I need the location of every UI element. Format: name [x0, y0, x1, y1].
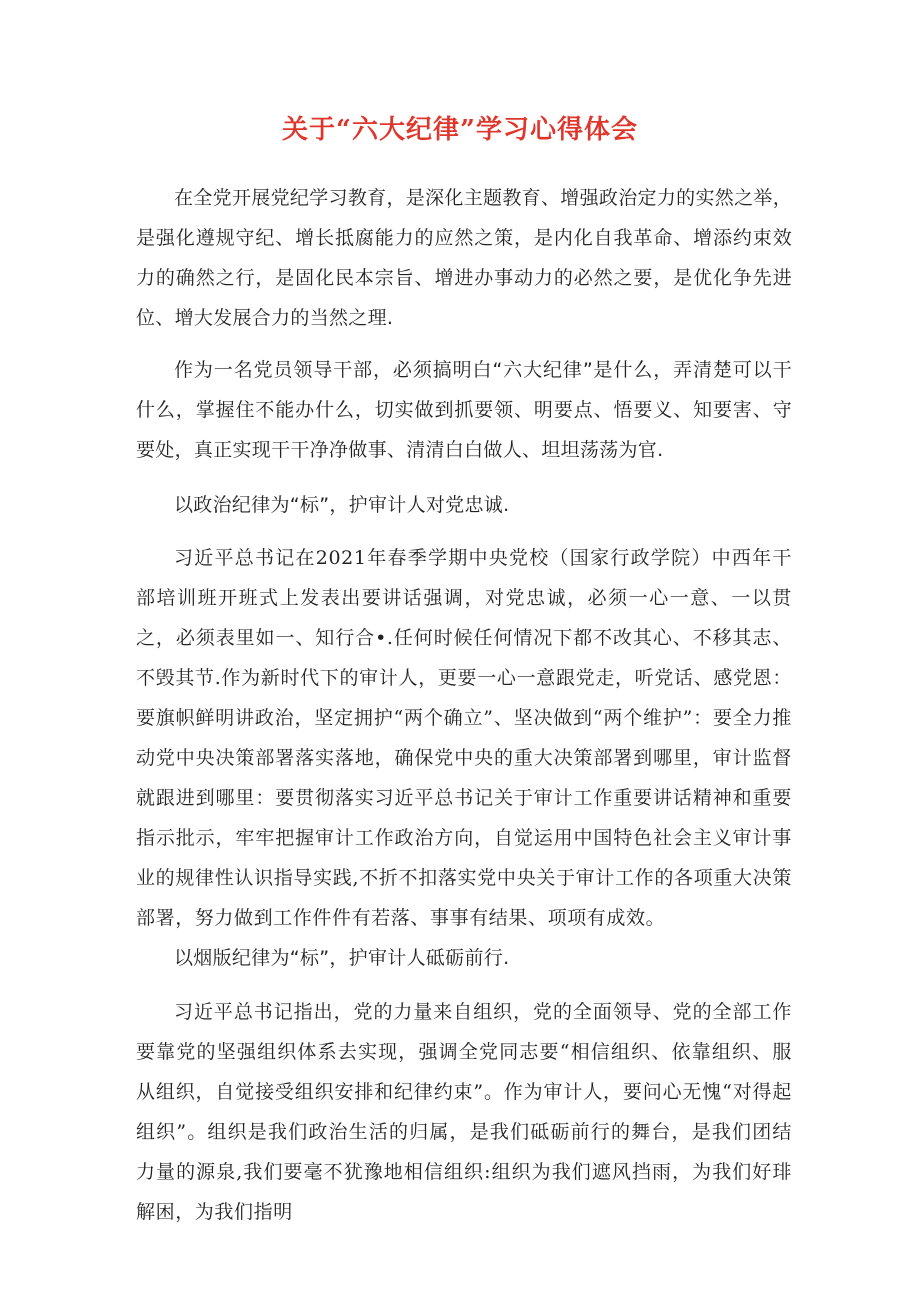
paragraph-political-loyalty: 习近平总书记在2021年春季学期中央党校（国家行政学院）中西年干部培训班开班式上发表出要讲话强调，对党忠诚，必须一心一意、一以贯之，必须表里如一、知行合•.任何时候任何情况下都不改其心、不移其志、不毁其节.作为新时代下的审计人，更要一心一意跟党走，听党话、感党恩：要旗帜鲜明讲政治，坚定拥护“两个确立”、坚决做到“两个维护”：要全力推动党中央决策部署落实落地，确保党中央的重大决策部署到哪里，审计监督就跟进到哪里：要贯彻落实习近平总书记关于审计工作重要讲话精神和重要指示批示，牢牢把握审计工作政治方向，自觉运用中国特色社会主义审计事业的规律性认识指导实践,不折不扣落实党中央关于审计工作的各项重大决策部署，努力做到工作件件有若落、事事有结果、项项有成效。 — [136, 547, 792, 929]
paragraph-intro: 在全党开展党纪学习教育，是深化主题教育、增强政治定力的实然之举，是强化遵规守纪、增长抵腐能力的应然之策，是内化自我革命、增添约束效力的确然之行，是固化民本宗旨、增进办事动力的必然之要，是优化争先进位、增大发展合力的当然之理. — [136, 187, 792, 329]
section-heading-organizational-discipline: 以烟版纪律为“标”，护审计人砥砺前行. — [174, 947, 510, 969]
paragraph-cadre-duty: 作为一名党员领导干部，必须搞明白“六大纪律”是什么，弄清楚可以干什么，掌握住不能办什么，切实做到抓要领、明要点、悟要义、知要害、守要处，真正实现干干净净做事、清清白白做人、坦坦荡荡为官. — [136, 359, 792, 461]
paragraph-trust-organization: 习近平总书记指出，党的力量来自组织，党的全面领导、党的全部工作要靠党的坚强组织体系去实现，强调全党同志要“相信组织、依靠组织、服从组织，自觉接受组织安排和纪律约束”。作为审计人，要问心无愧“对得起组织”。组织是我们政治生活的归属，是我们砥砺前行的舞台，是我们团结力量的源泉,我们要毫不犹豫地相信组织:组织为我们遮风挡雨，为我们好琲解困，为我们指明 — [136, 1001, 792, 1223]
document-title: 关于“六大纪律”学习心得体会 — [282, 115, 638, 145]
section-heading-political-discipline: 以政治纪律为“标”，护审计人对党忠诚. — [174, 494, 510, 516]
